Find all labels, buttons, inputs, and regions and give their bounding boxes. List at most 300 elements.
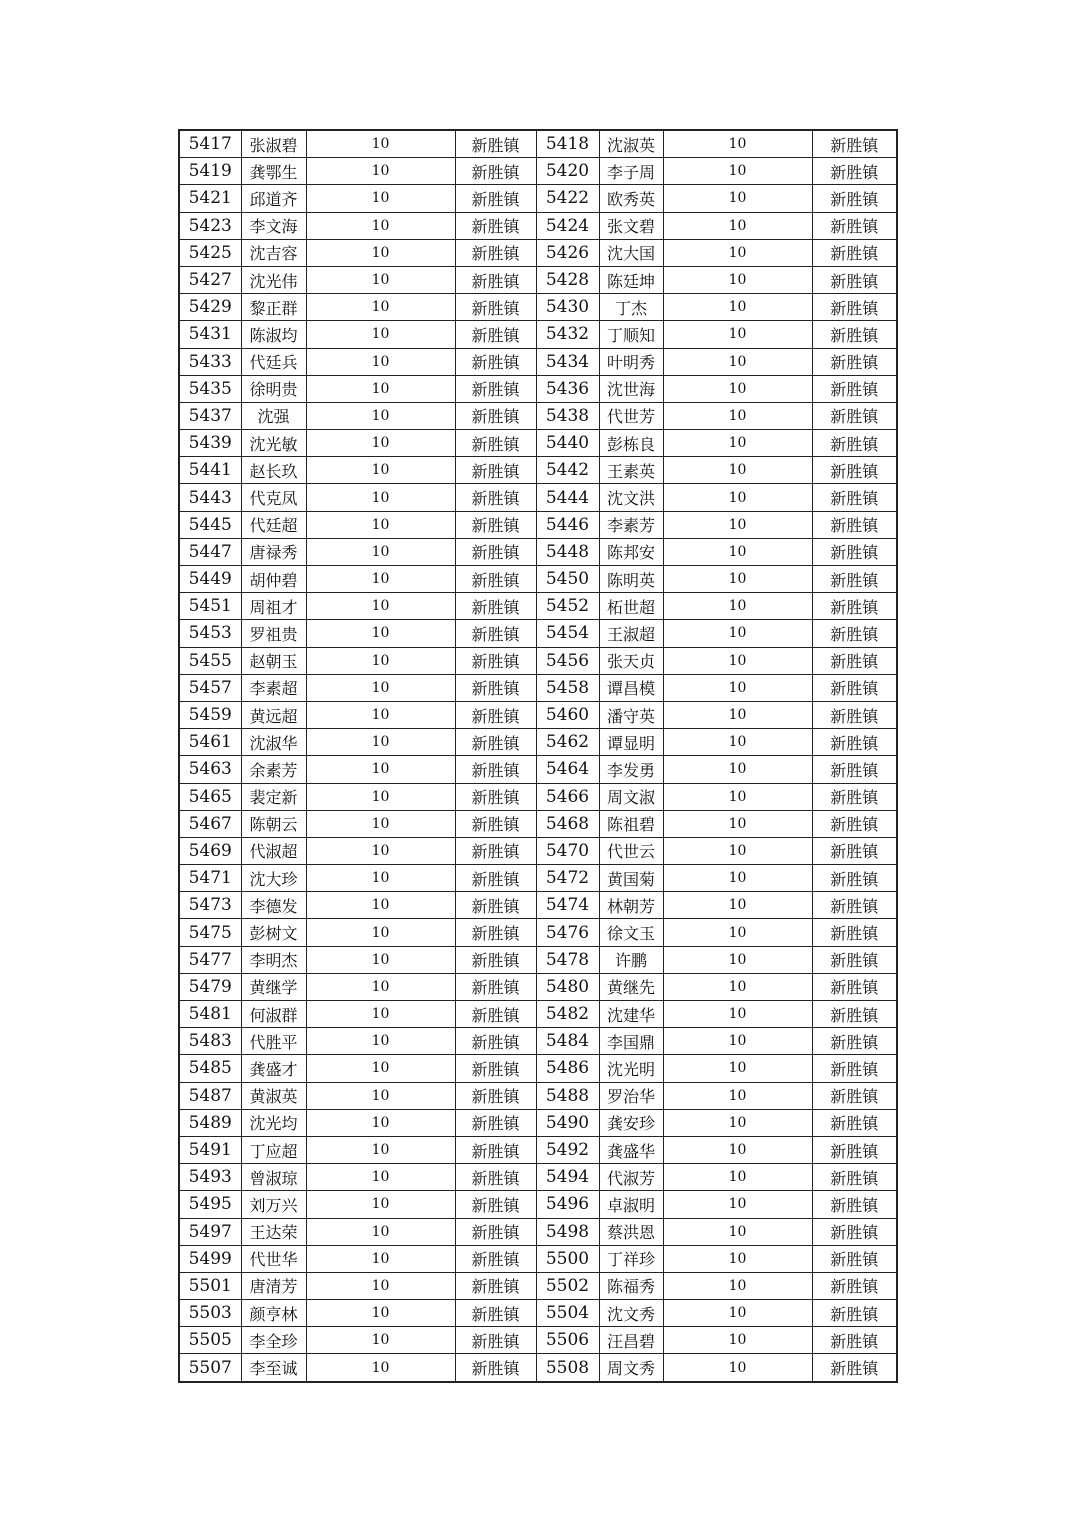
entry-number-cell: 5486 <box>536 1055 599 1082</box>
entry-number-cell: 5494 <box>536 1164 599 1191</box>
table-row <box>179 1354 897 1382</box>
entry-number-cell: 5444 <box>536 484 599 511</box>
town-name-cell: 新胜镇 <box>812 266 897 293</box>
table-row <box>179 158 897 185</box>
person-name-cell: 周文淑 <box>599 783 663 810</box>
amount-cell: 10 <box>663 1082 812 1109</box>
amount-cell: 10 <box>306 212 455 239</box>
town-name-cell: 新胜镇 <box>455 1082 536 1109</box>
amount-cell: 10 <box>663 837 812 864</box>
amount-cell: 10 <box>663 1272 812 1299</box>
entry-number-cell: 5461 <box>179 729 241 756</box>
town-name-cell: 新胜镇 <box>455 158 536 185</box>
person-name-cell: 丁祥珍 <box>599 1245 663 1272</box>
table-row <box>179 348 897 375</box>
amount-cell: 10 <box>663 130 812 158</box>
entry-number-cell: 5469 <box>179 837 241 864</box>
town-name-cell: 新胜镇 <box>455 1191 536 1218</box>
amount-cell: 10 <box>663 185 812 212</box>
town-name-cell: 新胜镇 <box>455 294 536 321</box>
entry-number-cell: 5456 <box>536 647 599 674</box>
table-row <box>179 865 897 892</box>
town-name-cell: 新胜镇 <box>455 1109 536 1136</box>
amount-cell: 10 <box>306 130 455 158</box>
amount-cell: 10 <box>663 1218 812 1245</box>
person-name-cell: 欧秀英 <box>599 185 663 212</box>
table-row <box>179 1191 897 1218</box>
entry-number-cell: 5504 <box>536 1300 599 1327</box>
amount-cell: 10 <box>306 593 455 620</box>
person-name-cell: 龚盛华 <box>599 1136 663 1163</box>
town-name-cell: 新胜镇 <box>812 1218 897 1245</box>
amount-cell: 10 <box>306 266 455 293</box>
amount-cell: 10 <box>306 620 455 647</box>
entry-number-cell: 5485 <box>179 1055 241 1082</box>
town-name-cell: 新胜镇 <box>812 538 897 565</box>
person-name-cell: 代淑超 <box>241 837 306 864</box>
entry-number-cell: 5484 <box>536 1028 599 1055</box>
entry-number-cell: 5483 <box>179 1028 241 1055</box>
town-name-cell: 新胜镇 <box>812 810 897 837</box>
amount-cell: 10 <box>663 892 812 919</box>
person-name-cell: 黄继先 <box>599 973 663 1000</box>
person-name-cell: 王素英 <box>599 457 663 484</box>
person-name-cell: 黄国菊 <box>599 865 663 892</box>
person-name-cell: 唐禄秀 <box>241 538 306 565</box>
town-name-cell: 新胜镇 <box>812 783 897 810</box>
person-name-cell: 李素超 <box>241 674 306 701</box>
town-name-cell: 新胜镇 <box>455 321 536 348</box>
town-name-cell: 新胜镇 <box>812 1028 897 1055</box>
town-name-cell: 新胜镇 <box>455 892 536 919</box>
person-name-cell: 罗治华 <box>599 1082 663 1109</box>
amount-cell: 10 <box>306 865 455 892</box>
table-row <box>179 1109 897 1136</box>
town-name-cell: 新胜镇 <box>455 701 536 728</box>
entry-number-cell: 5501 <box>179 1272 241 1299</box>
entry-number-cell: 5434 <box>536 348 599 375</box>
person-name-cell: 刘万兴 <box>241 1191 306 1218</box>
town-name-cell: 新胜镇 <box>455 729 536 756</box>
town-name-cell: 新胜镇 <box>455 1001 536 1028</box>
person-name-cell: 陈廷坤 <box>599 266 663 293</box>
town-name-cell: 新胜镇 <box>455 1028 536 1055</box>
entry-number-cell: 5471 <box>179 865 241 892</box>
table-row <box>179 484 897 511</box>
entry-number-cell: 5473 <box>179 892 241 919</box>
entry-number-cell: 5464 <box>536 756 599 783</box>
town-name-cell: 新胜镇 <box>812 701 897 728</box>
person-name-cell: 沈文洪 <box>599 484 663 511</box>
person-name-cell: 林朝芳 <box>599 892 663 919</box>
town-name-cell: 新胜镇 <box>455 593 536 620</box>
town-name-cell: 新胜镇 <box>455 946 536 973</box>
amount-cell: 10 <box>306 566 455 593</box>
town-name-cell: 新胜镇 <box>455 185 536 212</box>
town-name-cell: 新胜镇 <box>812 1109 897 1136</box>
town-name-cell: 新胜镇 <box>455 266 536 293</box>
table-row <box>179 566 897 593</box>
entry-number-cell: 5491 <box>179 1136 241 1163</box>
town-name-cell: 新胜镇 <box>812 321 897 348</box>
town-name-cell: 新胜镇 <box>812 158 897 185</box>
town-name-cell: 新胜镇 <box>455 1245 536 1272</box>
entry-number-cell: 5502 <box>536 1272 599 1299</box>
person-name-cell: 沈淑英 <box>599 130 663 158</box>
person-name-cell: 张淑碧 <box>241 130 306 158</box>
table-row <box>179 212 897 239</box>
person-name-cell: 李德发 <box>241 892 306 919</box>
entry-number-cell: 5452 <box>536 593 599 620</box>
table-row <box>179 239 897 266</box>
person-name-cell: 谭显明 <box>599 729 663 756</box>
entry-number-cell: 5492 <box>536 1136 599 1163</box>
amount-cell: 10 <box>663 294 812 321</box>
person-name-cell: 陈邦安 <box>599 538 663 565</box>
amount-cell: 10 <box>306 185 455 212</box>
town-name-cell: 新胜镇 <box>455 1055 536 1082</box>
table-row <box>179 1245 897 1272</box>
entry-number-cell: 5506 <box>536 1327 599 1354</box>
table-row <box>179 1164 897 1191</box>
town-name-cell: 新胜镇 <box>812 294 897 321</box>
table-row <box>179 1082 897 1109</box>
town-name-cell: 新胜镇 <box>455 538 536 565</box>
town-name-cell: 新胜镇 <box>455 566 536 593</box>
amount-cell: 10 <box>306 511 455 538</box>
entry-number-cell: 5420 <box>536 158 599 185</box>
town-name-cell: 新胜镇 <box>455 1354 536 1382</box>
town-name-cell: 新胜镇 <box>455 1164 536 1191</box>
amount-cell: 10 <box>663 511 812 538</box>
town-name-cell: 新胜镇 <box>812 1001 897 1028</box>
entry-number-cell: 5428 <box>536 266 599 293</box>
town-name-cell: 新胜镇 <box>455 130 536 158</box>
amount-cell: 10 <box>306 973 455 1000</box>
table-row <box>179 946 897 973</box>
person-name-cell: 陈祖碧 <box>599 810 663 837</box>
person-name-cell: 沈吉容 <box>241 239 306 266</box>
person-name-cell: 龚安珍 <box>599 1109 663 1136</box>
entry-number-cell: 5468 <box>536 810 599 837</box>
entry-number-cell: 5475 <box>179 919 241 946</box>
amount-cell: 10 <box>306 484 455 511</box>
amount-cell: 10 <box>306 1354 455 1382</box>
entry-number-cell: 5463 <box>179 756 241 783</box>
town-name-cell: 新胜镇 <box>455 484 536 511</box>
amount-cell: 10 <box>306 457 455 484</box>
table-row <box>179 756 897 783</box>
town-name-cell: 新胜镇 <box>455 973 536 1000</box>
person-name-cell: 陈朝云 <box>241 810 306 837</box>
entry-number-cell: 5423 <box>179 212 241 239</box>
amount-cell: 10 <box>306 1082 455 1109</box>
person-name-cell: 余素芳 <box>241 756 306 783</box>
entry-number-cell: 5418 <box>536 130 599 158</box>
person-name-cell: 汪昌碧 <box>599 1327 663 1354</box>
entry-number-cell: 5419 <box>179 158 241 185</box>
town-name-cell: 新胜镇 <box>812 1272 897 1299</box>
table-row <box>179 321 897 348</box>
town-name-cell: 新胜镇 <box>455 620 536 647</box>
entry-number-cell: 5439 <box>179 430 241 457</box>
table-row <box>179 185 897 212</box>
person-name-cell: 李文海 <box>241 212 306 239</box>
person-name-cell: 许鹏 <box>599 946 663 973</box>
town-name-cell: 新胜镇 <box>812 1164 897 1191</box>
entry-number-cell: 5470 <box>536 837 599 864</box>
amount-cell: 10 <box>306 158 455 185</box>
town-name-cell: 新胜镇 <box>455 430 536 457</box>
amount-cell: 10 <box>306 1001 455 1028</box>
entry-number-cell: 5482 <box>536 1001 599 1028</box>
amount-cell: 10 <box>306 946 455 973</box>
person-name-cell: 代胜平 <box>241 1028 306 1055</box>
amount-cell: 10 <box>306 1055 455 1082</box>
amount-cell: 10 <box>663 1001 812 1028</box>
town-name-cell: 新胜镇 <box>812 837 897 864</box>
entry-number-cell: 5425 <box>179 239 241 266</box>
person-name-cell: 李发勇 <box>599 756 663 783</box>
town-name-cell: 新胜镇 <box>455 674 536 701</box>
person-name-cell: 李素芳 <box>599 511 663 538</box>
amount-cell: 10 <box>663 1327 812 1354</box>
amount-cell: 10 <box>663 375 812 402</box>
roster-table <box>178 129 898 1383</box>
table-row <box>179 266 897 293</box>
entry-number-cell: 5480 <box>536 973 599 1000</box>
amount-cell: 10 <box>306 837 455 864</box>
entry-number-cell: 5435 <box>179 375 241 402</box>
town-name-cell: 新胜镇 <box>812 647 897 674</box>
amount-cell: 10 <box>663 1028 812 1055</box>
town-name-cell: 新胜镇 <box>455 837 536 864</box>
table-row <box>179 593 897 620</box>
entry-number-cell: 5478 <box>536 946 599 973</box>
entry-number-cell: 5508 <box>536 1354 599 1382</box>
amount-cell: 10 <box>663 973 812 1000</box>
person-name-cell: 徐文玉 <box>599 919 663 946</box>
person-name-cell: 李子周 <box>599 158 663 185</box>
person-name-cell: 李国鼎 <box>599 1028 663 1055</box>
person-name-cell: 代淑芳 <box>599 1164 663 1191</box>
amount-cell: 10 <box>663 729 812 756</box>
entry-number-cell: 5437 <box>179 402 241 429</box>
entry-number-cell: 5474 <box>536 892 599 919</box>
amount-cell: 10 <box>306 729 455 756</box>
entry-number-cell: 5495 <box>179 1191 241 1218</box>
person-name-cell: 徐明贵 <box>241 375 306 402</box>
entry-number-cell: 5487 <box>179 1082 241 1109</box>
town-name-cell: 新胜镇 <box>812 973 897 1000</box>
town-name-cell: 新胜镇 <box>812 484 897 511</box>
amount-cell: 10 <box>663 239 812 266</box>
town-name-cell: 新胜镇 <box>812 729 897 756</box>
entry-number-cell: 5493 <box>179 1164 241 1191</box>
table-row <box>179 810 897 837</box>
entry-number-cell: 5453 <box>179 620 241 647</box>
amount-cell: 10 <box>663 756 812 783</box>
town-name-cell: 新胜镇 <box>812 919 897 946</box>
entry-number-cell: 5496 <box>536 1191 599 1218</box>
amount-cell: 10 <box>663 593 812 620</box>
amount-cell: 10 <box>306 919 455 946</box>
town-name-cell: 新胜镇 <box>455 239 536 266</box>
amount-cell: 10 <box>663 484 812 511</box>
amount-cell: 10 <box>306 348 455 375</box>
person-name-cell: 代廷超 <box>241 511 306 538</box>
amount-cell: 10 <box>663 266 812 293</box>
table-row <box>179 1001 897 1028</box>
person-name-cell: 沈光明 <box>599 1055 663 1082</box>
town-name-cell: 新胜镇 <box>455 457 536 484</box>
entry-number-cell: 5498 <box>536 1218 599 1245</box>
town-name-cell: 新胜镇 <box>455 375 536 402</box>
entry-number-cell: 5417 <box>179 130 241 158</box>
amount-cell: 10 <box>306 1300 455 1327</box>
amount-cell: 10 <box>306 810 455 837</box>
town-name-cell: 新胜镇 <box>812 1327 897 1354</box>
entry-number-cell: 5488 <box>536 1082 599 1109</box>
person-name-cell: 黄继学 <box>241 973 306 1000</box>
table-row <box>179 511 897 538</box>
entry-number-cell: 5481 <box>179 1001 241 1028</box>
entry-number-cell: 5500 <box>536 1245 599 1272</box>
person-name-cell: 沈光均 <box>241 1109 306 1136</box>
town-name-cell: 新胜镇 <box>812 892 897 919</box>
entry-number-cell: 5441 <box>179 457 241 484</box>
town-name-cell: 新胜镇 <box>455 212 536 239</box>
entry-number-cell: 5443 <box>179 484 241 511</box>
person-name-cell: 李至诚 <box>241 1354 306 1382</box>
town-name-cell: 新胜镇 <box>455 810 536 837</box>
town-name-cell: 新胜镇 <box>812 1245 897 1272</box>
entry-number-cell: 5467 <box>179 810 241 837</box>
table-row <box>179 1136 897 1163</box>
amount-cell: 10 <box>306 892 455 919</box>
town-name-cell: 新胜镇 <box>812 865 897 892</box>
table-row <box>179 402 897 429</box>
entry-number-cell: 5449 <box>179 566 241 593</box>
entry-number-cell: 5505 <box>179 1327 241 1354</box>
town-name-cell: 新胜镇 <box>812 430 897 457</box>
amount-cell: 10 <box>663 1055 812 1082</box>
amount-cell: 10 <box>663 212 812 239</box>
roster-table-body <box>179 130 897 1382</box>
town-name-cell: 新胜镇 <box>812 1354 897 1382</box>
amount-cell: 10 <box>663 946 812 973</box>
town-name-cell: 新胜镇 <box>812 457 897 484</box>
person-name-cell: 周文秀 <box>599 1354 663 1382</box>
person-name-cell: 代世云 <box>599 837 663 864</box>
amount-cell: 10 <box>663 457 812 484</box>
amount-cell: 10 <box>663 783 812 810</box>
entry-number-cell: 5432 <box>536 321 599 348</box>
person-name-cell: 沈淑华 <box>241 729 306 756</box>
entry-number-cell: 5465 <box>179 783 241 810</box>
amount-cell: 10 <box>663 701 812 728</box>
table-row <box>179 1272 897 1299</box>
entry-number-cell: 5472 <box>536 865 599 892</box>
amount-cell: 10 <box>306 538 455 565</box>
entry-number-cell: 5477 <box>179 946 241 973</box>
town-name-cell: 新胜镇 <box>455 865 536 892</box>
town-name-cell: 新胜镇 <box>812 1055 897 1082</box>
amount-cell: 10 <box>663 538 812 565</box>
person-name-cell: 彭树文 <box>241 919 306 946</box>
table-row <box>179 1300 897 1327</box>
person-name-cell: 李明杰 <box>241 946 306 973</box>
town-name-cell: 新胜镇 <box>455 511 536 538</box>
person-name-cell: 王淑超 <box>599 620 663 647</box>
amount-cell: 10 <box>663 1136 812 1163</box>
entry-number-cell: 5427 <box>179 266 241 293</box>
table-row <box>179 674 897 701</box>
town-name-cell: 新胜镇 <box>455 348 536 375</box>
person-name-cell: 张天贞 <box>599 647 663 674</box>
person-name-cell: 沈光敏 <box>241 430 306 457</box>
amount-cell: 10 <box>306 239 455 266</box>
amount-cell: 10 <box>306 1191 455 1218</box>
town-name-cell: 新胜镇 <box>455 1218 536 1245</box>
person-name-cell: 蔡洪恩 <box>599 1218 663 1245</box>
town-name-cell: 新胜镇 <box>455 756 536 783</box>
table-row <box>179 1327 897 1354</box>
town-name-cell: 新胜镇 <box>812 1082 897 1109</box>
town-name-cell: 新胜镇 <box>812 1191 897 1218</box>
town-name-cell: 新胜镇 <box>812 1300 897 1327</box>
table-row <box>179 130 897 158</box>
table-row <box>179 783 897 810</box>
entry-number-cell: 5507 <box>179 1354 241 1382</box>
amount-cell: 10 <box>663 1300 812 1327</box>
entry-number-cell: 5457 <box>179 674 241 701</box>
entry-number-cell: 5448 <box>536 538 599 565</box>
town-name-cell: 新胜镇 <box>812 239 897 266</box>
person-name-cell: 赵朝玉 <box>241 647 306 674</box>
town-name-cell: 新胜镇 <box>812 1136 897 1163</box>
amount-cell: 10 <box>306 430 455 457</box>
person-name-cell: 龚盛才 <box>241 1055 306 1082</box>
person-name-cell: 何淑群 <box>241 1001 306 1028</box>
entry-number-cell: 5455 <box>179 647 241 674</box>
person-name-cell: 沈强 <box>241 402 306 429</box>
amount-cell: 10 <box>306 674 455 701</box>
person-name-cell: 沈世海 <box>599 375 663 402</box>
town-name-cell: 新胜镇 <box>455 1272 536 1299</box>
amount-cell: 10 <box>306 1164 455 1191</box>
person-name-cell: 代世华 <box>241 1245 306 1272</box>
amount-cell: 10 <box>306 294 455 321</box>
entry-number-cell: 5450 <box>536 566 599 593</box>
town-name-cell: 新胜镇 <box>812 402 897 429</box>
person-name-cell: 王达荣 <box>241 1218 306 1245</box>
entry-number-cell: 5497 <box>179 1218 241 1245</box>
person-name-cell: 柘世超 <box>599 593 663 620</box>
entry-number-cell: 5446 <box>536 511 599 538</box>
person-name-cell: 罗祖贵 <box>241 620 306 647</box>
table-row <box>179 892 897 919</box>
amount-cell: 10 <box>306 1109 455 1136</box>
town-name-cell: 新胜镇 <box>812 620 897 647</box>
town-name-cell: 新胜镇 <box>455 919 536 946</box>
person-name-cell: 黄远超 <box>241 701 306 728</box>
person-name-cell: 代廷兵 <box>241 348 306 375</box>
person-name-cell: 沈光伟 <box>241 266 306 293</box>
entry-number-cell: 5426 <box>536 239 599 266</box>
table-row <box>179 919 897 946</box>
entry-number-cell: 5429 <box>179 294 241 321</box>
